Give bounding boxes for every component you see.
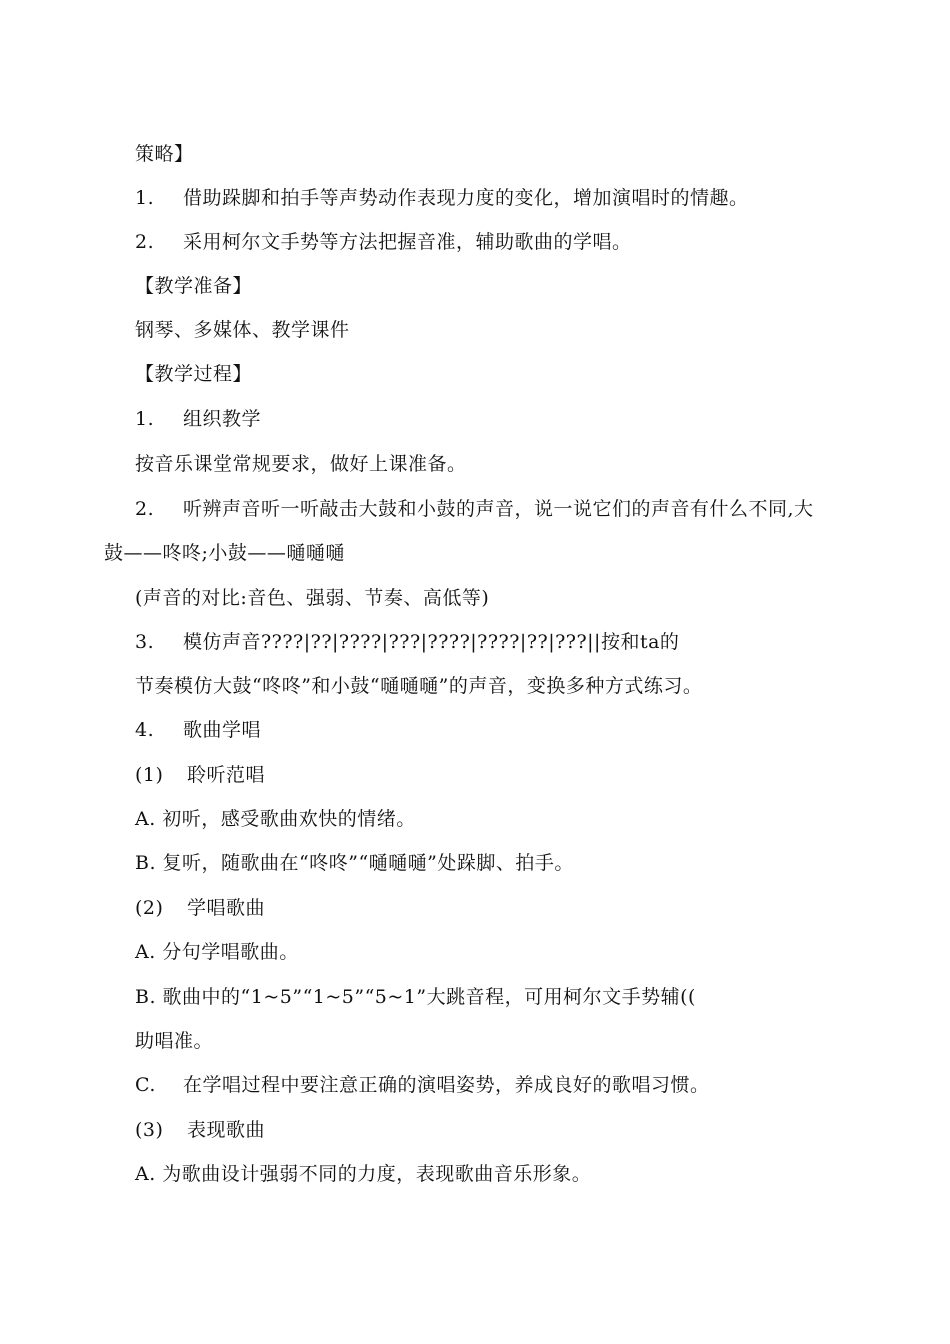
- paragraph-step-1: 1. 组织教学: [135, 408, 262, 430]
- paragraph-strategy-1: 1. 借助跺脚和拍手等声势动作表现力度的变化，增加演唱时的情趣。: [135, 187, 749, 209]
- list-number: (2): [135, 897, 164, 919]
- list-number: (1): [135, 764, 164, 786]
- section-heading-process: 【教学过程】: [135, 363, 253, 385]
- paragraph-step-2-note: (声音的对比:音色、强弱、节奏、高低等): [135, 587, 490, 609]
- paragraph-substep-1-a: A. 初听，感受歌曲欢快的情绪。: [135, 808, 416, 830]
- paragraph-preparation: 钢琴、多媒体、教学课件: [135, 319, 350, 341]
- paragraph-substep-2-c: C. 在学唱过程中要注意正确的演唱姿势，养成良好的歌唱习惯。: [135, 1074, 710, 1096]
- paragraph-step-4: 4. 歌曲学唱: [135, 719, 262, 741]
- paragraph-step-3: 3. 模仿声音????|??|????|???|????|????|??|???||按和ta的: [135, 631, 680, 653]
- paragraph-substep-2: (2) 学唱歌曲: [135, 897, 266, 919]
- paragraph-substep-2-b-continued: 助唱准。: [135, 1030, 214, 1052]
- list-number: 2.: [135, 498, 155, 520]
- list-number: 1.: [135, 187, 155, 209]
- paragraph-substep-3: (3) 表现歌曲: [135, 1119, 266, 1141]
- paragraph-substep-3-a: A. 为歌曲设计强弱不同的力度，表现歌曲音乐形象。: [135, 1163, 592, 1185]
- section-heading-preparation: 【教学准备】: [135, 275, 253, 297]
- list-number: C.: [135, 1074, 156, 1096]
- paragraph-substep-1-b: B. 复听，随歌曲在“咚咚”“嗵嗵嗵”处跺脚、拍手。: [135, 852, 574, 874]
- paragraph-substep-2-b: B. 歌曲中的“1~5”“1~5”“5~1”大跳音程，可用柯尔文手势辅((: [135, 986, 696, 1008]
- list-number: 3.: [135, 631, 155, 653]
- paragraph-strategy-heading: 策略】: [135, 143, 194, 165]
- paragraph-step-3-body: 节奏模仿大鼓“咚咚”和小鼓“嗵嗵嗵”的声音，变换多种方式练习。: [135, 675, 703, 697]
- list-number: 4.: [135, 719, 155, 741]
- paragraph-substep-1: (1) 聆听范唱: [135, 764, 266, 786]
- paragraph-step-2-continued: 鼓——咚咚;小鼓——嗵嗵嗵: [104, 542, 345, 564]
- list-number: 1.: [135, 408, 155, 430]
- paragraph-substep-2-a: A. 分句学唱歌曲。: [135, 941, 299, 963]
- list-number: 2.: [135, 231, 155, 253]
- list-number: (3): [135, 1119, 164, 1141]
- paragraph-step-2: 2. 听辨声音听一听敲击大鼓和小鼓的声音，说一说它们的声音有什么不同,大: [135, 498, 814, 520]
- paragraph-strategy-2: 2. 采用柯尔文手势等方法把握音准，辅助歌曲的学唱。: [135, 231, 632, 253]
- paragraph-step-1-body: 按音乐课堂常规要求，做好上课准备。: [135, 453, 467, 475]
